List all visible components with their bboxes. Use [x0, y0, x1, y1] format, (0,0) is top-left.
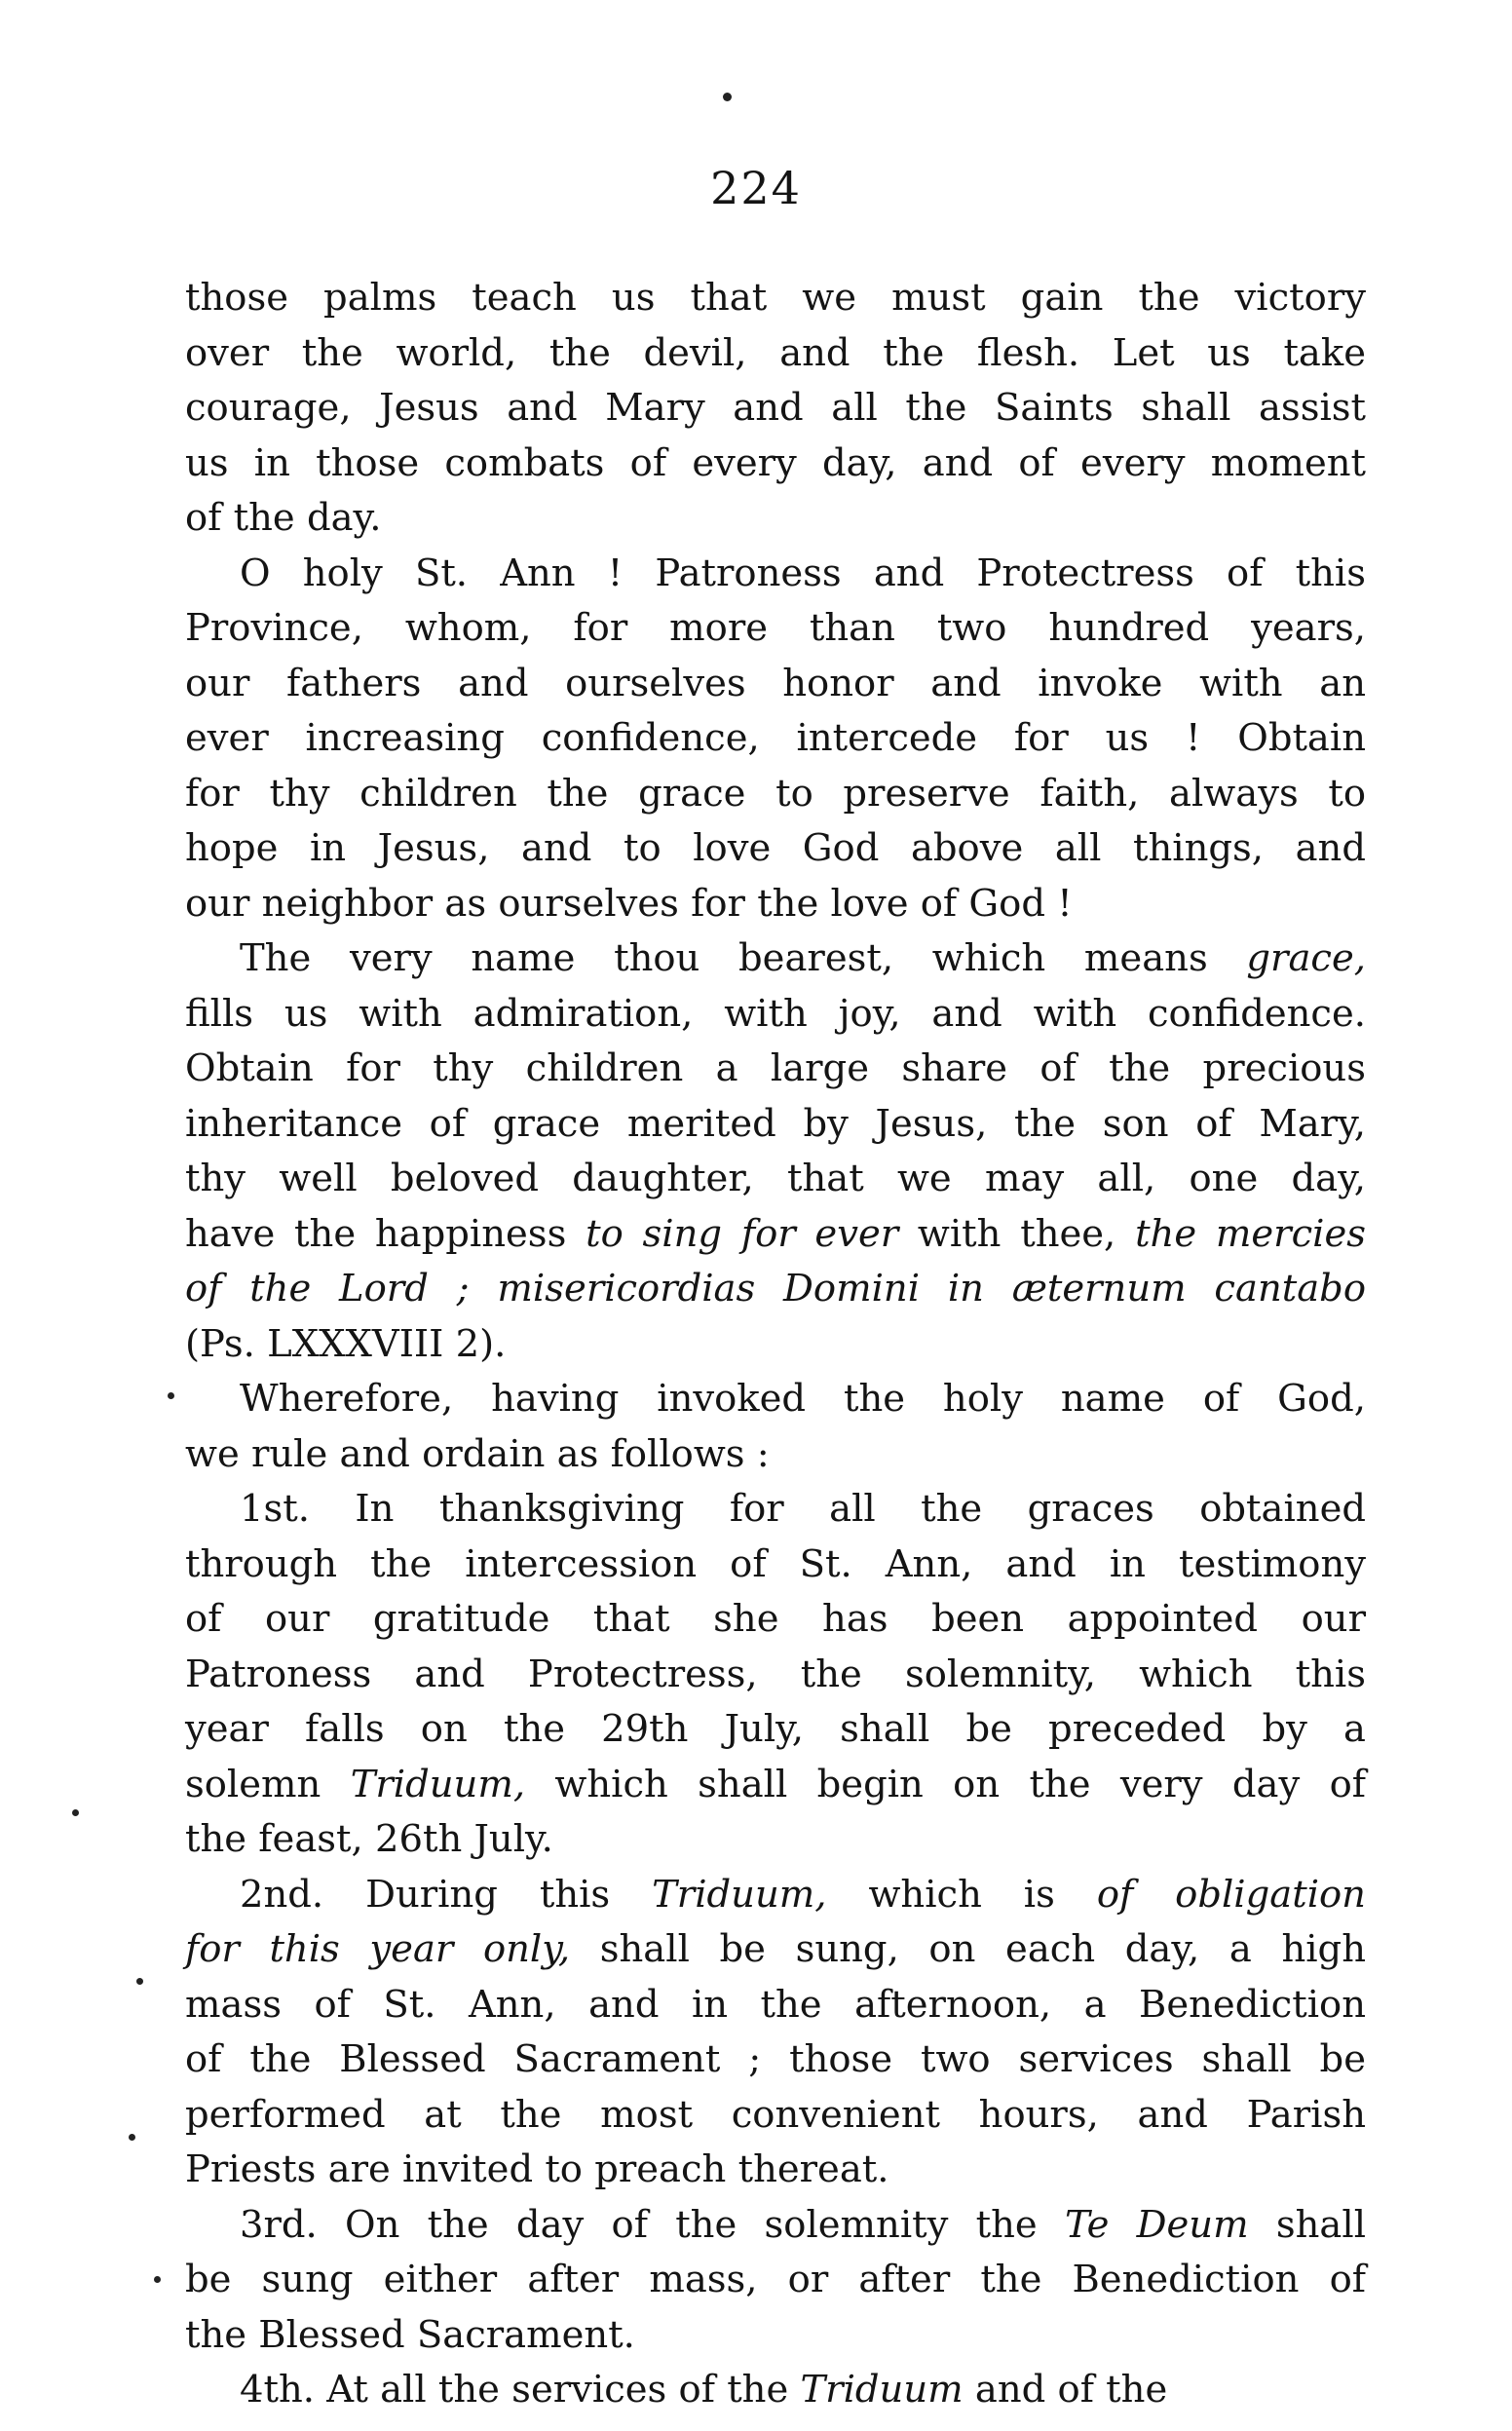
paragraph: [185, 1372, 1366, 1482]
print-speck: [72, 1809, 79, 1816]
italic-text: to sing for ever: [586, 1211, 899, 1256]
text-run: 3rd. On the day of the solemnity the: [240, 2202, 1065, 2247]
text-line: [185, 491, 1366, 547]
text-run: (Ps. LXXXVIII 2).: [185, 1321, 507, 1366]
text-line: [185, 381, 1366, 437]
text-line: [185, 711, 1366, 767]
text-run: Province, whom, for more than two hundred years,: [185, 606, 1366, 650]
text-run: shall: [1248, 2202, 1367, 2247]
text-line: [185, 2363, 1366, 2418]
text-run: shall be sung, on each day, a high: [570, 1927, 1366, 1971]
text-line: [185, 1317, 1366, 1373]
text-run: performed at the most convenient hours, and Parish: [185, 2092, 1366, 2137]
text-run: which is: [826, 1872, 1097, 1917]
text-run: solemn: [185, 1762, 351, 1806]
text-run: of the Blessed Sacrament ; those two services shall be: [185, 2037, 1366, 2081]
text-run: thy well beloved daughter, that we may all, one day,: [185, 1157, 1366, 1200]
text-run: The very name thou bearest, which means: [240, 936, 1247, 980]
italic-text: Triduum: [800, 2368, 964, 2412]
text-run: we rule and ordain as follows :: [185, 1431, 770, 1476]
text-line: [185, 1978, 1366, 2033]
text-run: ever increasing confidence, intercede for us ! Obtain: [185, 716, 1366, 760]
text-run: and of the: [963, 2368, 1168, 2412]
text-line: [185, 1482, 1366, 1538]
text-run: O holy St. Ann ! Patroness and Protectress of this: [240, 551, 1366, 595]
italic-text: Te Deum: [1064, 2202, 1249, 2247]
text-run: with thee,: [898, 1211, 1136, 1256]
text-run: courage, Jesus and Mary and all the Saints shall assist: [185, 386, 1366, 430]
text-line: [185, 1042, 1366, 1097]
text-line: [185, 2253, 1366, 2308]
text-run: for thy children the grace to preserve faith, always to: [185, 771, 1366, 816]
text-run: hope in Jesus, and to love God above all things, and: [185, 826, 1366, 870]
paragraph: [185, 2363, 1366, 2418]
print-speck: [168, 1392, 174, 1399]
text-line: [185, 821, 1366, 877]
text-run: fills us with admiration, with joy, and with confidence.: [185, 991, 1366, 1036]
text-run: Obtain for thy children a large share of the precious: [185, 1046, 1366, 1090]
text-line: [185, 1262, 1366, 1317]
italic-text: of obligation: [1096, 1872, 1366, 1917]
text-run: our fathers and ourselves honor and invoke with an: [185, 661, 1366, 705]
paragraph: [185, 1482, 1366, 1868]
text-line: [185, 877, 1366, 932]
text-run: Patroness and Protectress, the solemnity, which this: [185, 1652, 1366, 1696]
text-line: [185, 657, 1366, 712]
paragraph: [185, 547, 1366, 932]
text-run: through the intercession of St. Ann, and in testimony: [185, 1541, 1366, 1586]
text-run: mass of St. Ann, and in the afternoon, a Benediction: [185, 1982, 1366, 2027]
italic-text: Triduum,: [652, 1872, 827, 1917]
paragraph: [185, 271, 1366, 547]
text-line: [185, 2143, 1366, 2198]
text-line: [185, 987, 1366, 1043]
text-run: Wherefore, having invoked the holy name of God,: [240, 1377, 1366, 1421]
text-run: which shall begin on the very day of: [525, 1762, 1367, 1806]
italic-text: of the Lord ; misericordias Domini in æternum cantabo: [185, 1267, 1366, 1310]
text-line: [185, 1868, 1366, 1923]
text-line: [185, 931, 1366, 987]
text-line: [185, 2198, 1366, 2254]
paragraph: [185, 931, 1366, 1372]
text-run: those palms teach us that we must gain the victory: [185, 276, 1366, 320]
print-speck: [136, 1978, 143, 1985]
text-line: [185, 437, 1366, 492]
print-speck: [129, 2134, 135, 2141]
text-run: the Blessed Sacrament.: [185, 2312, 635, 2357]
text-run: over the world, the devil, and the flesh. Let us take: [185, 330, 1366, 375]
text-line: [185, 1702, 1366, 1758]
paragraph: [185, 1868, 1366, 2198]
italic-text: for this year only,: [185, 1927, 571, 1971]
text-run: 1st. In thanksgiving for all the graces obtained: [240, 1487, 1366, 1531]
text-run: inheritance of grace merited by Jesus, the son of Mary,: [185, 1101, 1366, 1146]
paragraph: [185, 2198, 1366, 2364]
text-run: our neighbor as ourselves for the love of God !: [185, 881, 1073, 926]
text-line: [185, 1372, 1366, 1427]
print-speck: [723, 93, 732, 101]
text-line: [185, 2308, 1366, 2364]
text-run: be sung either after mass, or after the Benediction of: [185, 2258, 1366, 2301]
text-line: [185, 601, 1366, 657]
text-line: [185, 1812, 1366, 1868]
text-run: 2nd. During this: [240, 1872, 653, 1917]
text-line: [185, 1758, 1366, 1813]
text-run: Priests are invited to preach thereat.: [185, 2147, 889, 2191]
italic-text: Triduum,: [350, 1762, 526, 1806]
text-line: [185, 1152, 1366, 1207]
text-run: of the day.: [185, 496, 382, 540]
text-line: [185, 2032, 1366, 2088]
text-line: [185, 1097, 1366, 1153]
body-text: [185, 271, 1366, 2418]
text-line: [185, 547, 1366, 602]
text-run: 4th. At all the services of the: [240, 2368, 801, 2412]
page-number: 224: [710, 162, 802, 214]
text-line: [185, 1592, 1366, 1648]
text-line: [185, 326, 1366, 382]
print-speck: [154, 2276, 161, 2283]
text-line: [185, 1207, 1366, 1263]
text-run: us in those combats of every day, and of every moment: [185, 440, 1366, 485]
text-line: [185, 1648, 1366, 1703]
italic-text: grace,: [1246, 936, 1366, 980]
text-line: [185, 1922, 1366, 1978]
text-run: year falls on the 29th July, shall be preceded by a: [185, 1707, 1366, 1751]
text-run: of our gratitude that she has been appointed our: [185, 1597, 1366, 1641]
text-line: [185, 767, 1366, 822]
text-line: [185, 1427, 1366, 1483]
italic-text: the mercies: [1135, 1211, 1366, 1256]
text-line: [185, 2088, 1366, 2144]
text-line: [185, 271, 1366, 326]
text-run: the feast, 26th July.: [185, 1817, 553, 1861]
text-line: [185, 1538, 1366, 1593]
text-run: have the happiness: [185, 1211, 586, 1256]
